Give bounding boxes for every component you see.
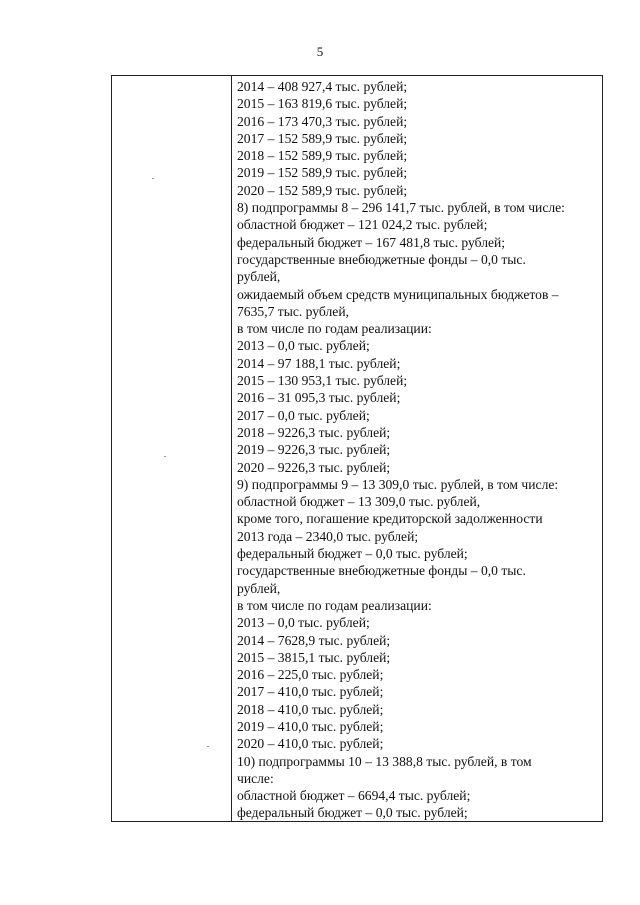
funding-line: 7635,7 тыс. рублей, (237, 303, 349, 319)
funding-line: рублей, (237, 269, 281, 285)
funding-line: 2020 – 152 589,9 тыс. рублей; (237, 182, 408, 198)
funding-line: 2013 – 0,0 тыс. рублей; (237, 338, 370, 354)
funding-line: числе: (237, 770, 274, 786)
funding-line: в том числе по годам реализации: (237, 597, 432, 613)
funding-line: 2013 года – 2340,0 тыс. рублей; (237, 528, 419, 544)
funding-line: 2017 – 0,0 тыс. рублей; (237, 407, 370, 423)
funding-line: 2013 – 0,0 тыс. рублей; (237, 615, 370, 631)
funding-line: 2014 – 408 927,4 тыс. рублей; (237, 79, 408, 94)
funding-line: 2016 – 225,0 тыс. рублей; (237, 667, 384, 683)
funding-line: ожидаемый объем средств муниципальных бюджетов – (237, 286, 559, 302)
scan-speck (152, 178, 154, 179)
right-column-cell (237, 78, 599, 822)
funding-line: 2019 – 410,0 тыс. рублей; (237, 718, 384, 734)
left-column-cell (112, 76, 230, 821)
funding-line: 2015 – 3815,1 тыс. рублей; (237, 649, 391, 665)
funding-line: рублей, (237, 580, 281, 596)
funding-line: 9) подпрограммы 9 – 13 309,0 тыс. рублей, в том числе: (237, 476, 559, 492)
funding-line: 2014 – 97 188,1 тыс. рублей; (237, 355, 401, 371)
funding-line: 2020 – 410,0 тыс. рублей; (237, 736, 384, 752)
funding-line: 2016 – 173 470,3 тыс. рублей; (237, 113, 408, 129)
funding-line: 2017 – 152 589,9 тыс. рублей; (237, 130, 408, 146)
funding-line: 2018 – 410,0 тыс. рублей; (237, 701, 384, 717)
funding-line: областной бюджет – 6694,4 тыс. рублей; (237, 788, 471, 804)
funding-line: 2019 – 9226,3 тыс. рублей; (237, 442, 391, 458)
funding-line: 2018 – 152 589,9 тыс. рублей; (237, 148, 408, 164)
funding-line: 2019 – 152 589,9 тыс. рублей; (237, 165, 408, 181)
funding-line: областной бюджет – 121 024,2 тыс. рублей; (237, 217, 488, 233)
funding-line: областной бюджет – 13 309,0 тыс. рублей, (237, 494, 481, 510)
funding-line: государственные внебюджетные фонды – 0,0 тыс. (237, 251, 526, 267)
funding-line: государственные внебюджетные фонды – 0,0 тыс. (237, 563, 526, 579)
funding-line: 2014 – 7628,9 тыс. рублей; (237, 632, 391, 648)
funding-line: в том числе по годам реализации: (237, 321, 432, 337)
funding-line: 2015 – 163 819,6 тыс. рублей; (237, 96, 408, 112)
page-number: 5 (316, 44, 324, 59)
funding-line: кроме того, погашение кредиторской задолженности (237, 511, 543, 527)
funding-line: 2017 – 410,0 тыс. рублей; (237, 684, 384, 700)
funding-line: федеральный бюджет – 0,0 тыс. рублей; (237, 546, 468, 562)
scan-speck (207, 746, 209, 747)
funding-line: 8) подпрограммы 8 – 296 141,7 тыс. рублей, в том числе: (237, 200, 565, 216)
funding-line: 10) подпрограммы 10 – 13 388,8 тыс. рублей, в том (237, 753, 532, 769)
funding-line: федеральный бюджет – 167 481,8 тыс. рублей; (237, 234, 506, 250)
funding-line: 2018 – 9226,3 тыс. рублей; (237, 424, 391, 440)
scan-speck (164, 456, 166, 457)
table-column-divider (231, 75, 232, 822)
funding-line: 2015 – 130 953,1 тыс. рублей; (237, 373, 408, 389)
funding-line: федеральный бюджет – 0,0 тыс. рублей; (237, 805, 468, 821)
funding-line: 2016 – 31 095,3 тыс. рублей; (237, 390, 401, 406)
funding-line: 2020 – 9226,3 тыс. рублей; (237, 459, 391, 475)
